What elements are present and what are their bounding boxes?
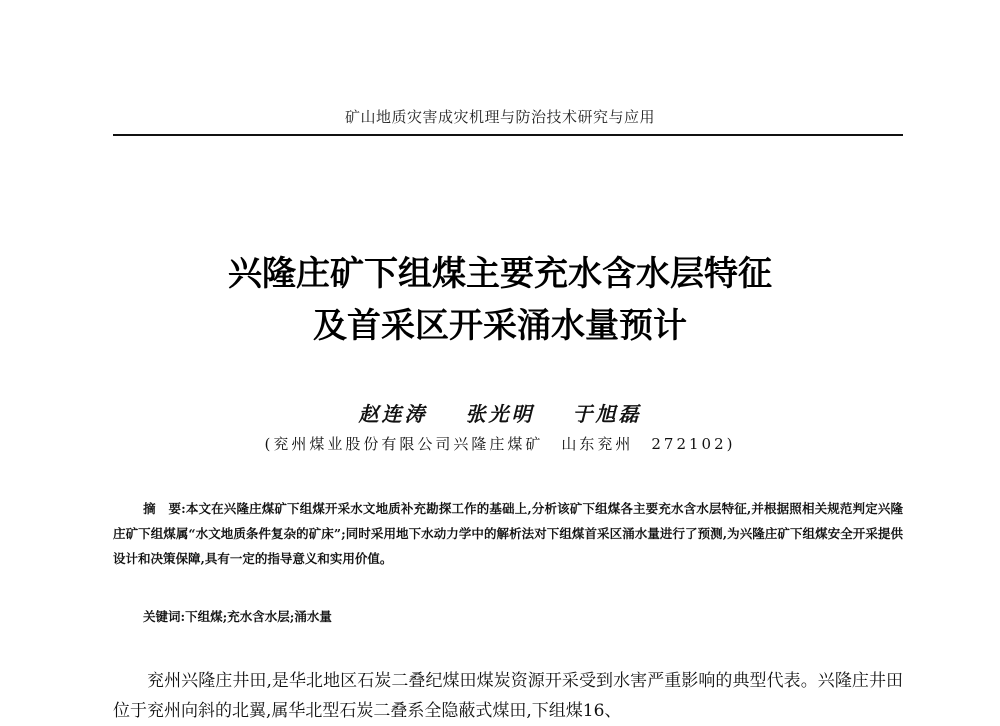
- abstract-label: 摘 要:: [143, 501, 186, 516]
- keywords-text: 下组煤;充水含水层;涌水量: [185, 609, 332, 624]
- author-2: 张光明: [465, 402, 535, 426]
- abstract-text: 本文在兴隆庄煤矿下组煤开采水文地质补充勘探工作的基础上,分析该矿下组煤各主要充水含水层特征,并根据照相关规范判定兴隆庄矿下组煤属“水文地质条件复杂的矿床”;同时采用地下水动力学中的解析法对下组煤首采区涌水量进行了预测,为兴隆庄矿下组煤安全开采提供设计和决策保障,具有一定的指导意义和实用价值。: [113, 501, 903, 566]
- running-header: 矿山地质灾害成灾机理与防治技术研究与应用: [344, 108, 655, 126]
- author-3: 于旭磊: [572, 402, 642, 426]
- article-title: [0, 248, 1000, 352]
- abstract: [113, 496, 903, 571]
- keywords-label: 关键词:: [143, 609, 186, 624]
- header-rule: [113, 134, 903, 136]
- title-line-1: 兴隆庄矿下组煤主要充水含水层特征: [228, 254, 772, 294]
- body-paragraph-text: 兖州兴隆庄井田,是华北地区石炭二叠纪煤田煤炭资源开采受到水害严重影响的典型代表。兴隆庄井田位于兖州向斜的北翼,属华北型石炭二叠系全隐蔽式煤田,下组煤16、: [113, 671, 903, 721]
- body-paragraph: [113, 666, 903, 726]
- keywords: [143, 607, 903, 625]
- affiliation: (兖州煤业股份有限公司兴隆庄煤矿 山东兖州 272102): [264, 435, 736, 453]
- author-1: 赵连涛: [358, 402, 428, 426]
- author-list: [0, 398, 1000, 427]
- title-line-2: 及首采区开采涌水量预计: [313, 306, 687, 346]
